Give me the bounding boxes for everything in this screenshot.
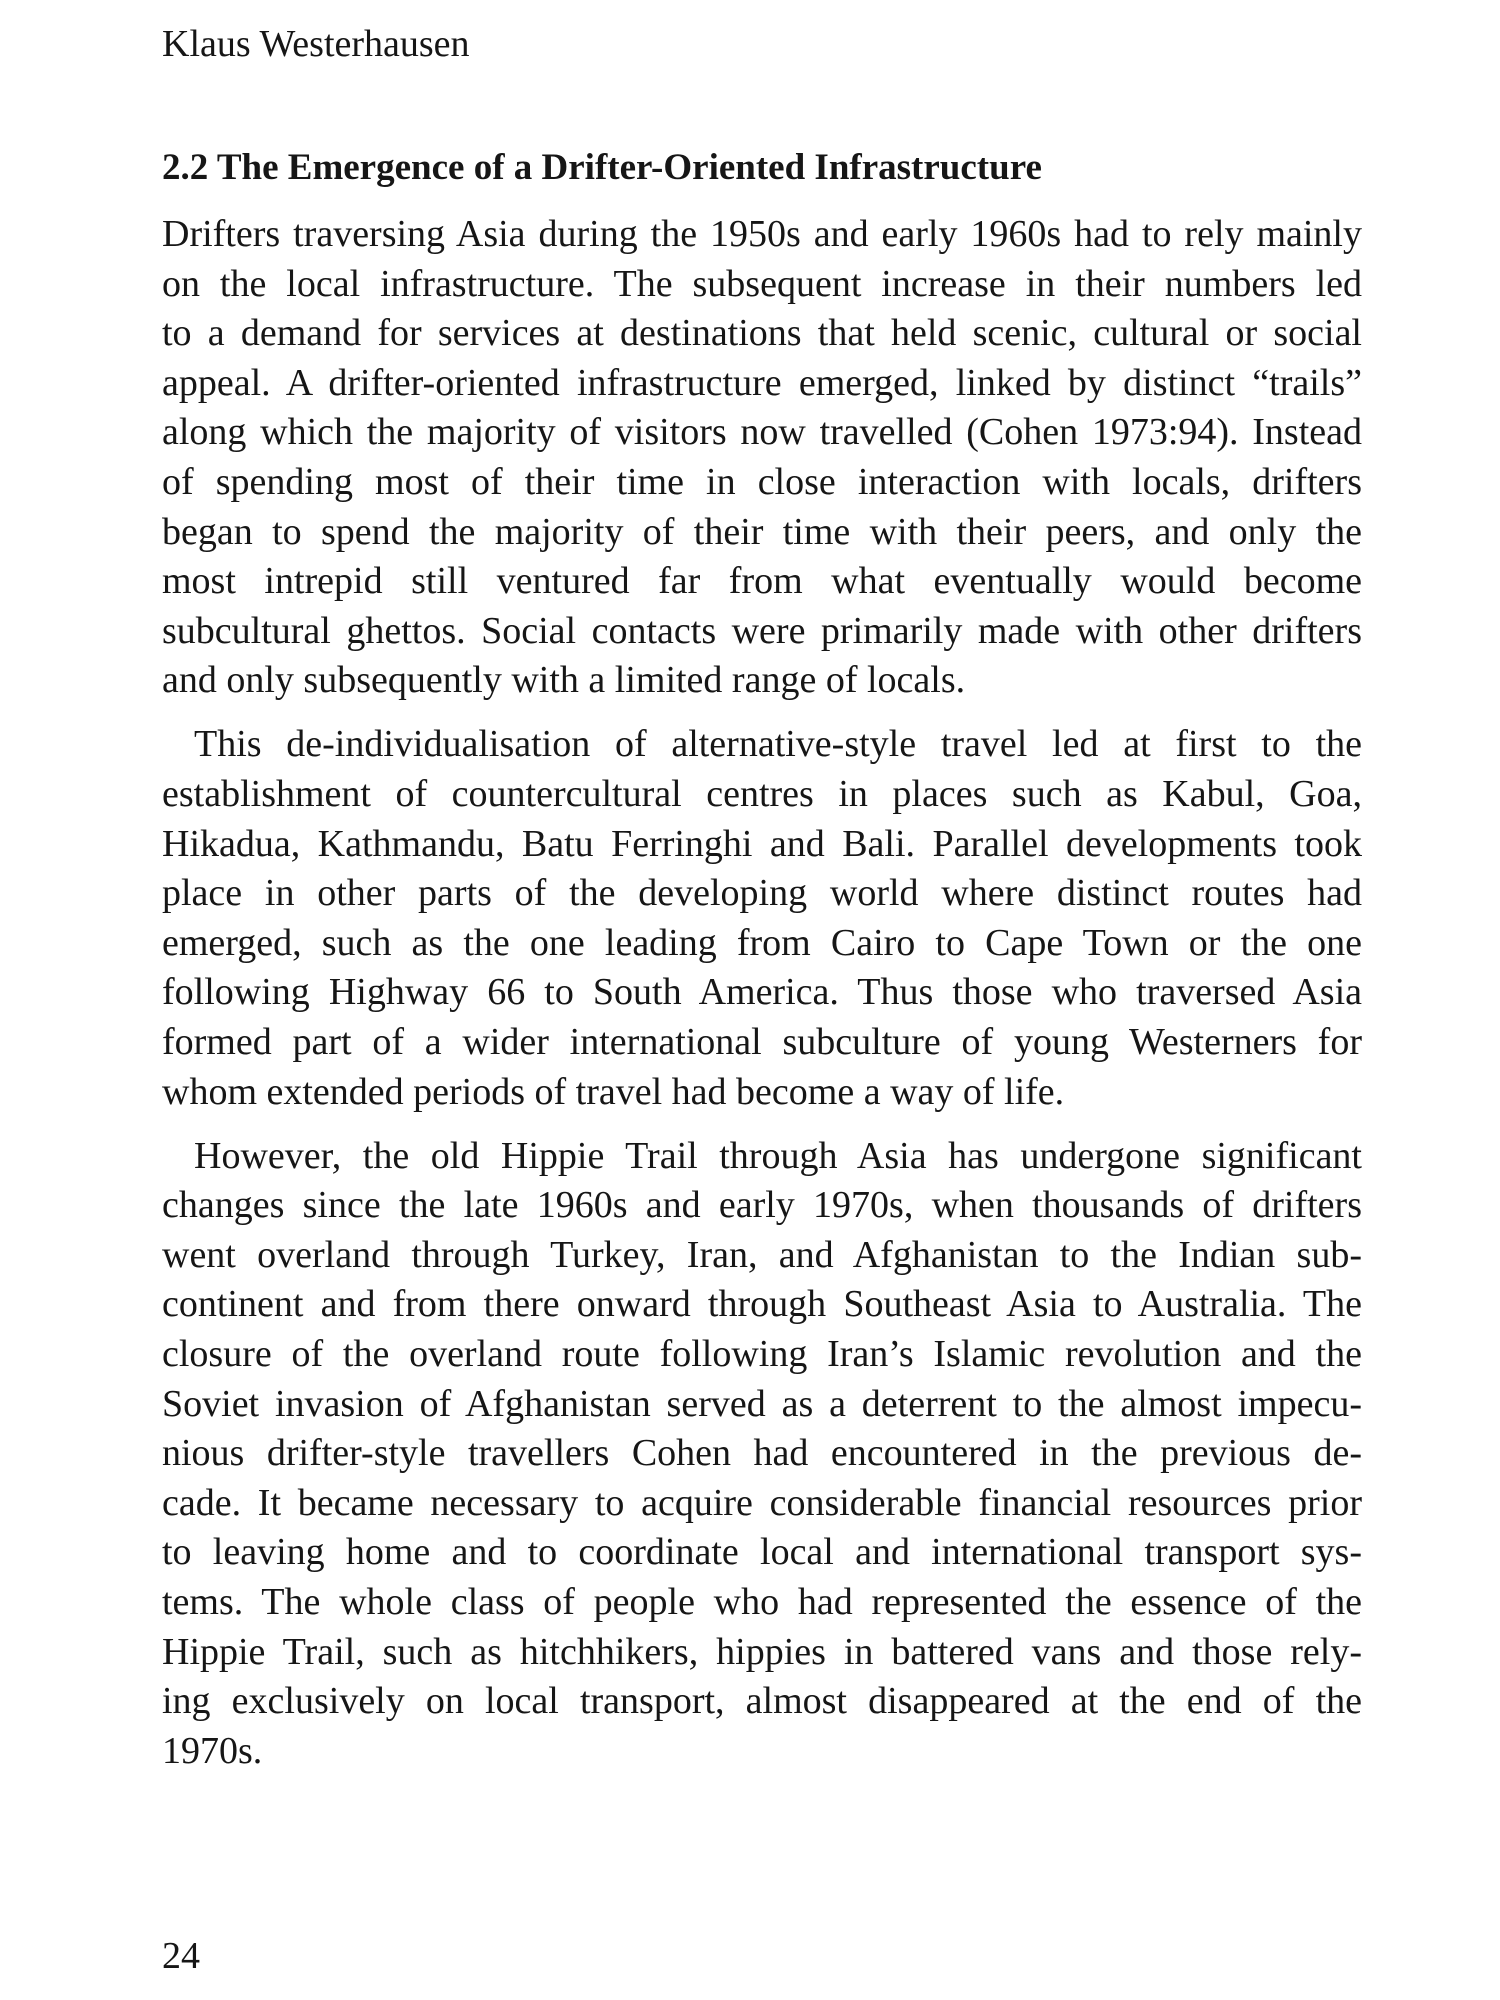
text-line: emerged, such as the one leading from Cairo to Cape Town or the one bbox=[162, 921, 1362, 964]
text-line: However, the old Hippie Trail through Asia has undergone significant bbox=[194, 1134, 1362, 1177]
paragraph-1 bbox=[162, 210, 1362, 706]
text-line: formed part of a wider international subculture of young Westerners for bbox=[162, 1021, 1362, 1063]
text-line: appeal. A drifter-oriented infrastructure emerged, linked by distinct “trails” bbox=[162, 361, 1362, 404]
text-line: most intrepid still ventured far from what eventually would become bbox=[162, 560, 1362, 603]
text-line: This de-individualisation of alternative-style travel led at first to the bbox=[194, 723, 1362, 766]
text-line: on the local infrastructure. The subsequent increase in their numbers led bbox=[162, 262, 1362, 305]
text-line: Hikadua, Kathmandu, Batu Ferringhi and Bali. Parallel developments took bbox=[162, 822, 1362, 865]
text-line: continent and from there onward through Southeast Asia to Australia. The bbox=[162, 1283, 1362, 1326]
paragraph-2 bbox=[162, 720, 1362, 1117]
text-line: Soviet invasion of Afghanistan served as a deterrent to the almost impecu- bbox=[162, 1382, 1362, 1425]
paragraph-3 bbox=[162, 1132, 1362, 1777]
text-line: tems. The whole class of people who had represented the essence of the bbox=[162, 1581, 1362, 1624]
text-line: changes since the late 1960s and early 1970s, when thousands of drifters bbox=[162, 1184, 1362, 1227]
text-line: closure of the overland route following Iran’s Islamic revolution and the bbox=[162, 1333, 1362, 1376]
text-line: of spending most of their time in close interaction with locals, drifters bbox=[162, 460, 1362, 503]
text-line: Drifters traversing Asia during the 1950s and early 1960s had to rely mainly bbox=[162, 213, 1362, 255]
text-line: following Highway 66 to South America. Thus those who traversed Asia bbox=[162, 971, 1362, 1014]
text-line: Hippie Trail, such as hitchhikers, hippies in battered vans and those rely- bbox=[162, 1630, 1362, 1673]
text-line: went overland through Turkey, Iran, and Afghanistan to the Indian sub- bbox=[162, 1233, 1362, 1276]
text-line: began to spend the majority of their time with their peers, and only the bbox=[162, 510, 1362, 553]
text-line: to leaving home and to coordinate local and international transport sys- bbox=[162, 1531, 1362, 1574]
text-line: and only subsequently with a limited range of locals. bbox=[162, 659, 966, 702]
text-line: cade. It became necessary to acquire considerable financial resources prior bbox=[162, 1481, 1362, 1524]
text-line: to a demand for services at destinations that held scenic, cultural or social bbox=[162, 312, 1362, 355]
text-line: subcultural ghettos. Social contacts were primarily made with other drifters bbox=[162, 609, 1362, 652]
text-line: establishment of countercultural centres in places such as Kabul, Goa, bbox=[162, 773, 1362, 816]
text-line: along which the majority of visitors now travelled (Cohen 1973:94). Instead bbox=[162, 411, 1362, 454]
text-line: 1970s. bbox=[162, 1729, 263, 1772]
text-line: whom extended periods of travel had become a way of life. bbox=[162, 1070, 1065, 1113]
section-heading: 2.2 The Emergence of a Drifter-Oriented Infrastructure bbox=[162, 147, 1042, 188]
running-head-author: Klaus Westerhausen bbox=[162, 23, 470, 65]
body-text bbox=[162, 210, 1362, 1791]
text-line: place in other parts of the developing world where distinct routes had bbox=[162, 872, 1362, 915]
text-line: ing exclusively on local transport, almost disappeared at the end of the bbox=[162, 1680, 1362, 1723]
page-number: 24 bbox=[162, 1935, 200, 1977]
text-line: nious drifter-style travellers Cohen had encountered in the previous de- bbox=[162, 1432, 1362, 1475]
